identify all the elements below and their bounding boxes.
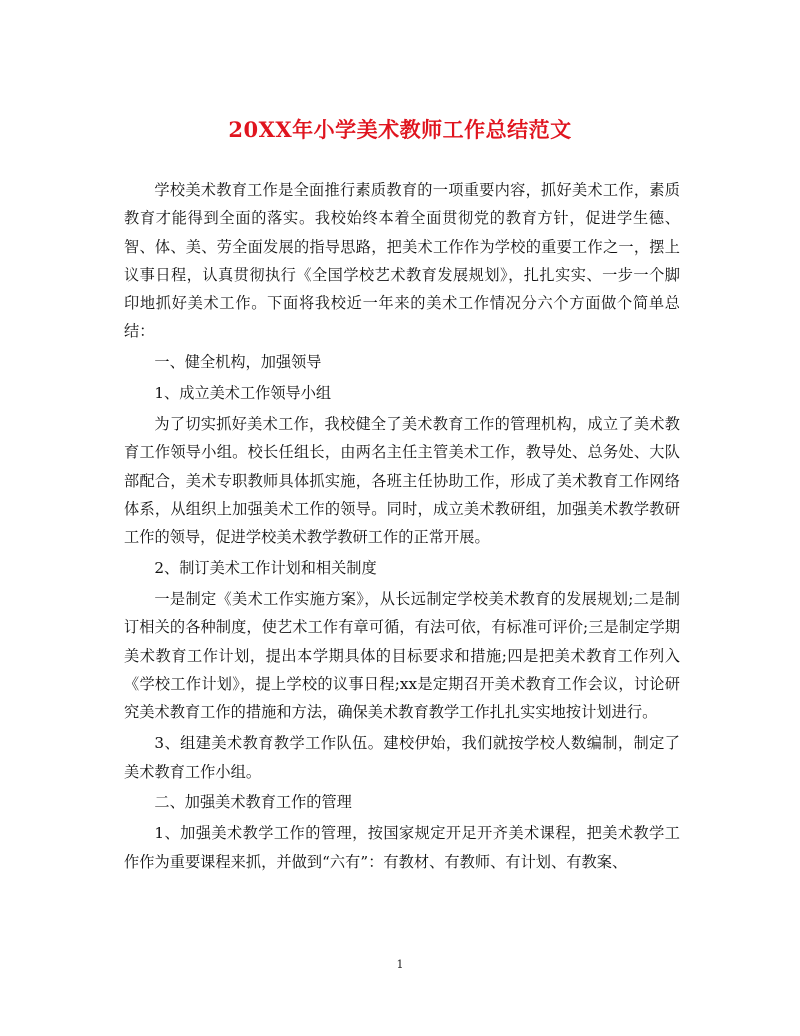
page-number: 1	[396, 958, 404, 971]
paragraph-1-2: 一是制定《美术工作实施方案》，从长远制定学校美术教育的发展规划;二是制订相关的各种制度，使艺术工作有章可循，有法可依，有标准可评价;三是制定学期美术教育工作计划，提出本学期具体的目标要求和措施;四是把美术教育工作列入《学校工作计划》，提上学校的议事日程;xx是定期召开美术教育工作会议，讨论研究美术教育工作的措施和方法，确保美术教育教学工作扎扎实实地按计划进行。	[124, 590, 680, 722]
document-title: 20XX年小学美术教师工作总结范文	[228, 117, 572, 142]
document-body	[124, 176, 680, 878]
paragraph-2-1: 1、加强美术教学工作的管理，按国家规定开足开齐美术课程，把美术教学工作作为重要课程来抓，并做到“六有”：有教材、有教师、有计划、有教案、	[124, 824, 680, 871]
paragraph-1-1: 为了切实抓好美术工作，我校健全了美术教育工作的管理机构，成立了美术教育工作领导小组。校长任组长，由两名主任主管美术工作，教导处、总务处、大队部配合，美术专职教师具体抓实施，各班主任协助工作，形成了美术教育工作网络体系，从组织上加强美术工作的领导。同时，成立美术教研组，加强美术教学教研工作的领导，促进学校美术教学教研工作的正常开展。	[124, 415, 680, 547]
intro-paragraph: 学校美术教育工作是全面推行素质教育的一项重要内容，抓好美术工作，素质教育才能得到全面的落实。我校始终本着全面贯彻党的教育方针，促进学生德、智、体、美、劳全面发展的指导思路，把美术工作作为学校的重要工作之一，摆上议事日程，认真贯彻执行《全国学校艺术教育发展规划》，扎扎实实、一步一个脚印地抓好美术工作。下面将我校近一年来的美术工作情况分六个方面做个简单总结：	[124, 181, 680, 341]
subsection-heading-1-1: 1、成立美术工作领导小组	[154, 384, 332, 403]
paragraph-1-3: 3、组建美术教育教学工作队伍。建校伊始，我们就按学校人数编制，制定了美术教育工作小组。	[124, 734, 680, 781]
section-heading-1: 一、健全机构，加强领导	[154, 353, 322, 372]
section-heading-2: 二、加强美术教育工作的管理	[154, 793, 352, 812]
subsection-heading-1-2: 2、制订美术工作计划和相关制度	[154, 559, 377, 578]
